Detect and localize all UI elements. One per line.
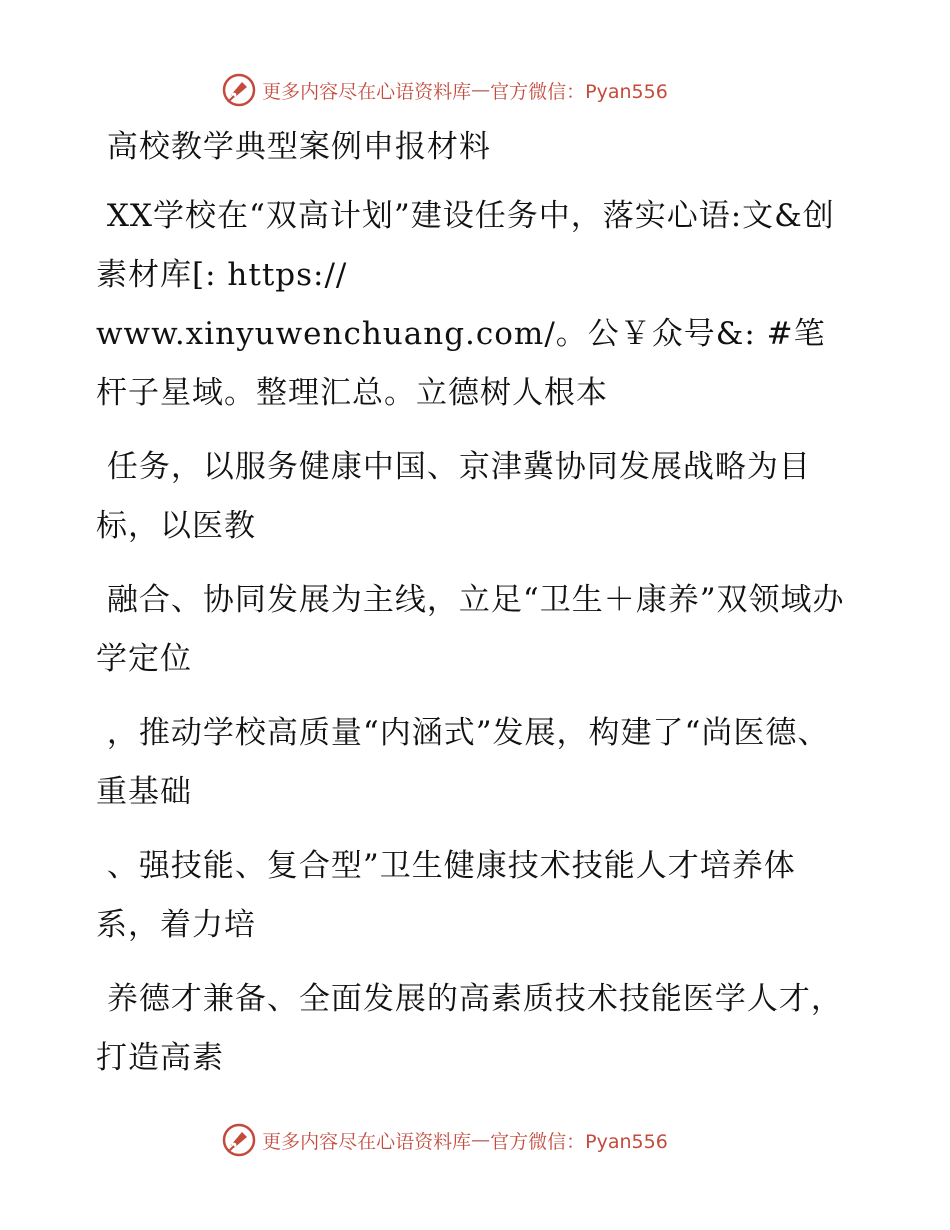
banner-text: 更多内容尽在心语资料库 bbox=[262, 80, 472, 103]
pen-nib-logo-icon bbox=[222, 1123, 256, 1157]
header-banner bbox=[0, 70, 950, 110]
document-title: 高校教学典型案例申报材料 bbox=[96, 129, 491, 165]
banner-text: 更多内容尽在心语资料库 bbox=[262, 1130, 472, 1153]
paragraph: XX学校在“双高计划”建设任务中，落实心语:文&创素材库[: https:// www.xinyuwenchuang.com/。公￥众号&: #笔杆子星域。整理汇总。立德树人根本 bbox=[96, 198, 835, 411]
paragraph: 任务，以服务健康中国、京津冀协同发展战略为目标，以医教 bbox=[96, 449, 811, 544]
banner-separator: — bbox=[471, 79, 491, 101]
pen-nib-logo-icon bbox=[222, 73, 256, 107]
paragraph: 养德才兼备、全面发展的高素质技术技能医学人才，打造高素 bbox=[96, 981, 843, 1076]
banner-wechat: 官方微信：Pyan556 bbox=[490, 1130, 668, 1153]
paragraph: 融合、协同发展为主线，立足“卫生＋康养”双领域办学定位 bbox=[96, 582, 845, 677]
banner-wechat: 官方微信：Pyan556 bbox=[490, 80, 668, 103]
footer-banner bbox=[0, 1120, 950, 1160]
banner-separator: — bbox=[471, 1129, 491, 1151]
paragraph: 、强技能、复合型”卫生健康技术技能人才培养体系，着力培 bbox=[96, 848, 796, 943]
document-body bbox=[96, 118, 856, 1103]
paragraph: ，推动学校高质量“内涵式”发展，构建了“尚医德、重基础 bbox=[96, 715, 830, 810]
